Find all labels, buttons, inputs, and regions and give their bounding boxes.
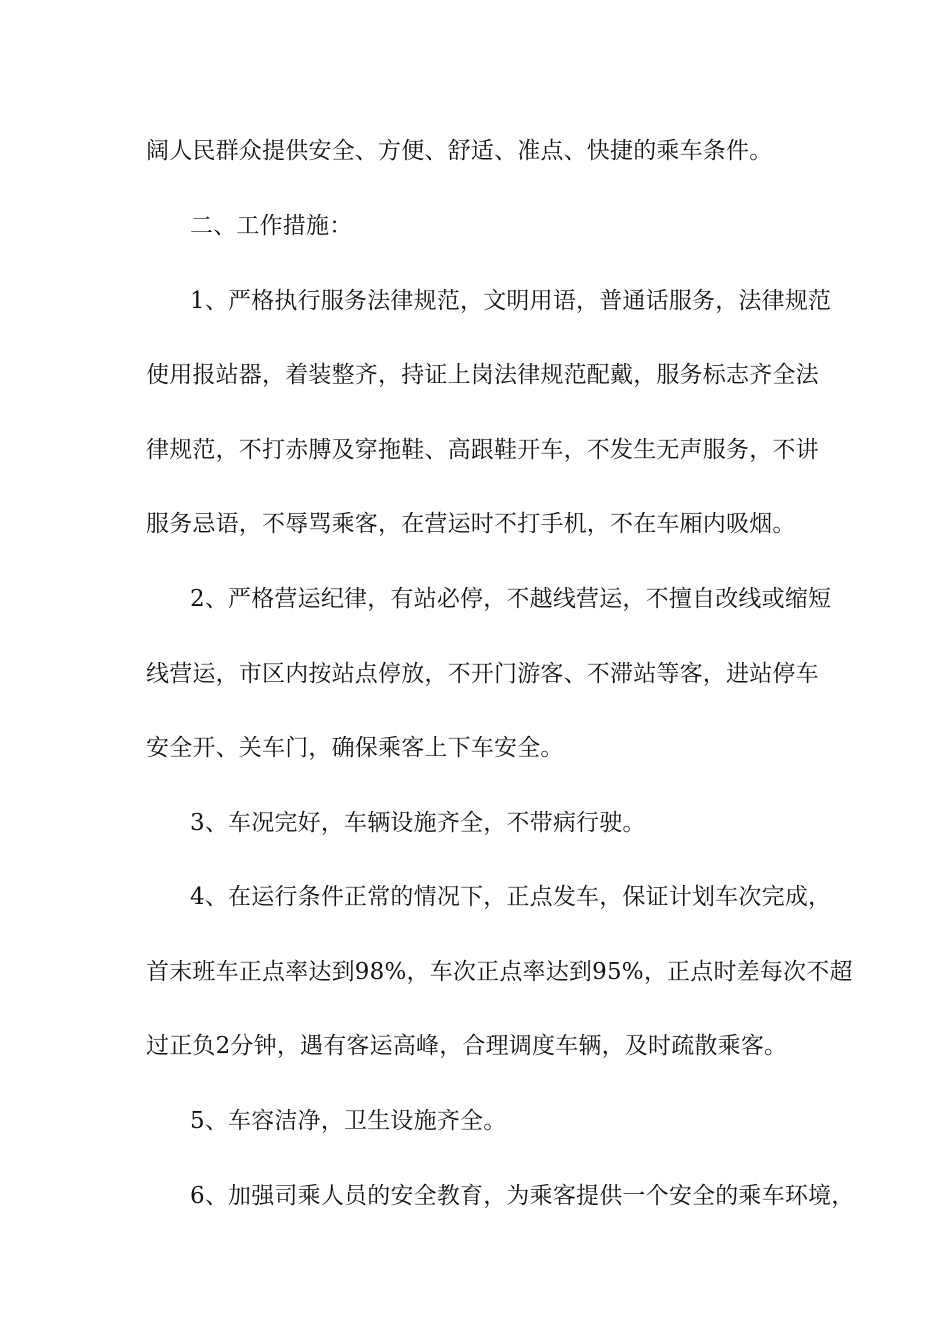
text-line: 线营运，市区内按站点停放，不开门游客、不滞站等客，进站停车 — [146, 661, 819, 687]
text-line: 6、加强司乘人员的安全教育，为乘客提供一个安全的乘车环境， — [190, 1183, 855, 1209]
text-line: 首末班车正点率达到98%，车次正点率达到95%，正点时差每次不超 — [146, 959, 853, 985]
text-line: 安全开、关车门，确保乘客上下车安全。 — [146, 735, 564, 761]
text-line: 过正负2分钟，遇有客运高峰，合理调度车辆，及时疏散乘客。 — [146, 1033, 788, 1059]
text-line: 阔人民群众提供安全、方便、舒适、准点、快捷的乘车条件。 — [146, 138, 773, 164]
text-line: 1、严格执行服务法律规范，文明用语，普通话服务，法律规范 — [190, 288, 832, 314]
text-line: 律规范，不打赤膊及穿拖鞋、高跟鞋开车，不发生无声服务，不讲 — [146, 437, 819, 463]
text-line: 2、严格营运纪律，有站必停，不越线营运，不擅自改线或缩短 — [190, 586, 832, 612]
text-line: 使用报站器，着装整齐，持证上岗法律规范配戴，服务标志齐全法 — [146, 362, 819, 388]
section-heading: 二、工作措施： — [190, 213, 353, 239]
text-line: 4、在运行条件正常的情况下，正点发车，保证计划车次完成， — [190, 884, 832, 910]
text-line: 5、车容洁净，卫生设施齐全。 — [190, 1108, 507, 1134]
text-line: 3、车况完好，车辆设施齐全，不带病行驶。 — [190, 810, 646, 836]
text-line: 服务忌语，不辱骂乘客，在营运时不打手机，不在车厢内吸烟。 — [146, 511, 796, 537]
